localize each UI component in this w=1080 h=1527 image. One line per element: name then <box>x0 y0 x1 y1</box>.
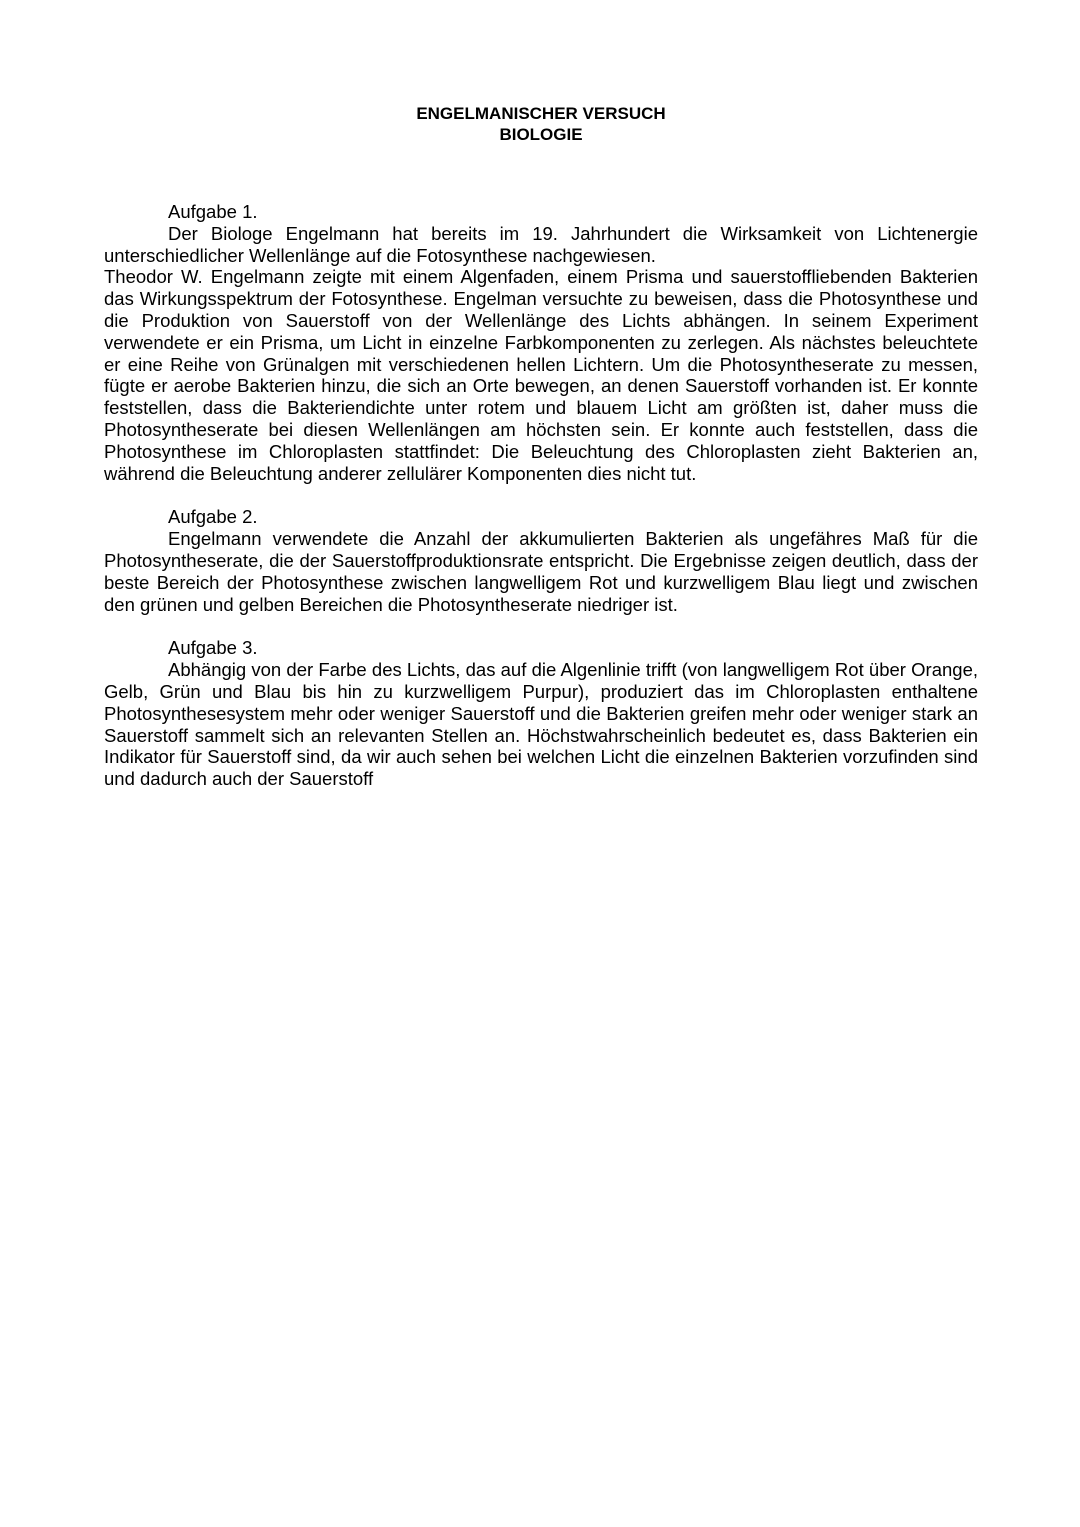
title-line-1: ENGELMANISCHER VERSUCH <box>416 104 666 123</box>
document-body <box>104 201 978 790</box>
section-paragraph: Engelmann verwendete die Anzahl der akkumulierten Bakterien als ungefähres Maß für die Photosyntheserate, die der Sauerstoffproduktionsrate entspricht. Die Ergebnisse zeigen deutlich, dass der beste Bereich der Photosynthese zwischen langwelligem Rot und kurzwelligem Blau liegt und zwischen den grünen und gelben Bereichen die Photosyntheserate niedriger ist. <box>104 528 978 615</box>
section-aufgabe-1 <box>104 201 978 484</box>
title-line-2: BIOLOGIE <box>499 125 583 144</box>
section-aufgabe-2 <box>104 506 978 615</box>
section-heading: Aufgabe 2. <box>168 506 258 528</box>
section-paragraph: Abhängig von der Farbe des Lichts, das auf die Algenlinie trifft (von langwelligem Rot über Orange, Gelb, Grün und Blau bis hin zu kurzwelligem Purpur), produziert das im Chloroplasten enthaltene Photosynthesesystem mehr oder weniger Sauerstoff und die Bakterien greifen mehr oder weniger stark an Sauerstoff sammelt sich an relevanten Stellen an. Höchstwahrscheinlich bedeutet es, dass Bakterien ein Indikator für Sauerstoff sind, da wir auch sehen bei welchen Licht die einzelnen Bakterien vorzufinden sind und dadurch auch der Sauerstoff <box>104 659 978 790</box>
section-heading: Aufgabe 1. <box>168 201 258 222</box>
section-aufgabe-3 <box>104 637 978 790</box>
document-page <box>104 103 978 812</box>
section-paragraph: Theodor W. Engelmann zeigte mit einem Algenfaden, einem Prisma und sauerstoffliebenden Bakterien das Wirkungsspektrum der Fotosynthese. Engelman versuchte zu beweisen, dass die Photosynthese und die Produktion von Sauerstoff von der Wellenlänge des Lichts abhängen. In seinem Experiment verwendete er ein Prisma, um Licht in einzelne Farbkomponenten zu zerlegen. Als nächstes beleuchtete er eine Reihe von Grünalgen mit verschiedenen hellen Lichtern. Um die Photosyntheserate zu messen, fügte er aerobe Bakterien hinzu, die sich an Orte bewegen, an denen Sauerstoff vorhanden ist. Er konnte feststellen, dass die Bakteriendichte unter rotem und blauem Licht am größten ist, daher muss die Photosyntheserate bei diesen Wellenlängen am höchsten sein. Er konnte auch feststellen, dass die Photosynthese im Chloroplasten stattfindet: Die Beleuchtung des Chloroplasten zieht Bakterien an, während die Beleuchtung anderer zellulärer Komponenten dies nicht tut. <box>104 266 978 484</box>
section-heading: Aufgabe 3. <box>168 637 258 659</box>
document-title <box>104 103 978 145</box>
section-paragraph: Der Biologe Engelmann hat bereits im 19. Jahrhundert die Wirksamkeit von Lichtenergie unterschiedlicher Wellenlänge auf die Fotosynthese nachgewiesen. <box>104 222 978 266</box>
